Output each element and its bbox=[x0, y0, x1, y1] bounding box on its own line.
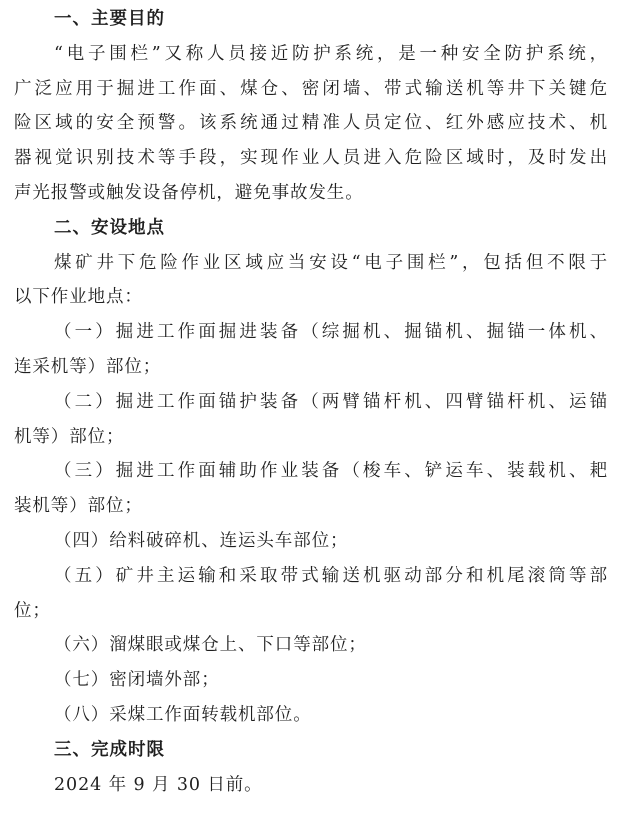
list-item-8 bbox=[14, 698, 608, 733]
text-line: （一）掘进工作面掘进装备（综掘机、掘锚机、掘锚一体机、 bbox=[54, 322, 608, 343]
list-item-6 bbox=[14, 628, 608, 663]
text-line: （七）密闭墙外部； bbox=[54, 670, 220, 691]
text-line: （二）掘进工作面锚护装备（两臂锚杆机、四臂锚杆机、运锚 bbox=[54, 391, 608, 412]
section-heading-locations: 二、安设地点 bbox=[54, 217, 165, 238]
list-item-4 bbox=[14, 524, 608, 559]
paragraph-deadline bbox=[14, 768, 608, 803]
list-item-7 bbox=[14, 663, 608, 698]
text-line: （六）溜煤眼或煤仓上、下口等部位； bbox=[54, 635, 367, 656]
text-line: 以下作业地点： bbox=[14, 287, 143, 308]
text-line: （四）给料破碎机、连运头车部位； bbox=[54, 530, 349, 551]
paragraph-purpose bbox=[14, 37, 608, 211]
text-line: （三）掘进工作面辅助作业装备（梭车、铲运车、装载机、耙 bbox=[54, 461, 608, 482]
text-line: （五）矿井主运输和采取带式输送机驱动部分和机尾滚筒等部 bbox=[54, 565, 608, 586]
text-line: 器视觉识别技术等手段，实现作业人员进入危险区域时，及时发出 bbox=[14, 148, 608, 169]
list-item-2 bbox=[14, 385, 608, 455]
text-line: 广泛应用于掘进工作面、煤仓、密闭墙、带式输送机等井下关键危 bbox=[14, 78, 608, 99]
text-line: “电子围栏”又称人员接近防护系统，是一种安全防护系统， bbox=[54, 43, 608, 64]
paragraph-locations-intro bbox=[14, 246, 608, 316]
document-page bbox=[14, 2, 608, 802]
text-line: 连采机等）部位； bbox=[14, 356, 162, 377]
text-line: 声光报警或触发设备停机，避免事故发生。 bbox=[14, 182, 364, 203]
list-item-3 bbox=[14, 454, 608, 524]
text-line: 煤矿井下危险作业区域应当安设“电子围栏”，包括但不限于 bbox=[54, 252, 608, 273]
list-item-1 bbox=[14, 315, 608, 385]
text-line: 位； bbox=[14, 600, 51, 621]
text-line: 装机等）部位； bbox=[14, 496, 143, 517]
list-item-5 bbox=[14, 559, 608, 629]
section-heading-purpose: 一、主要目的 bbox=[54, 9, 165, 29]
section-heading-deadline: 三、完成时限 bbox=[54, 739, 165, 760]
text-line: （八）采煤工作面转载机部位。 bbox=[54, 704, 312, 725]
deadline-text: 2024 年 9 月 30 日前。 bbox=[54, 774, 263, 795]
text-line: 机等）部位； bbox=[14, 426, 125, 447]
text-line: 险区域的安全预警。该系统通过精准人员定位、红外感应技术、机 bbox=[14, 113, 608, 134]
